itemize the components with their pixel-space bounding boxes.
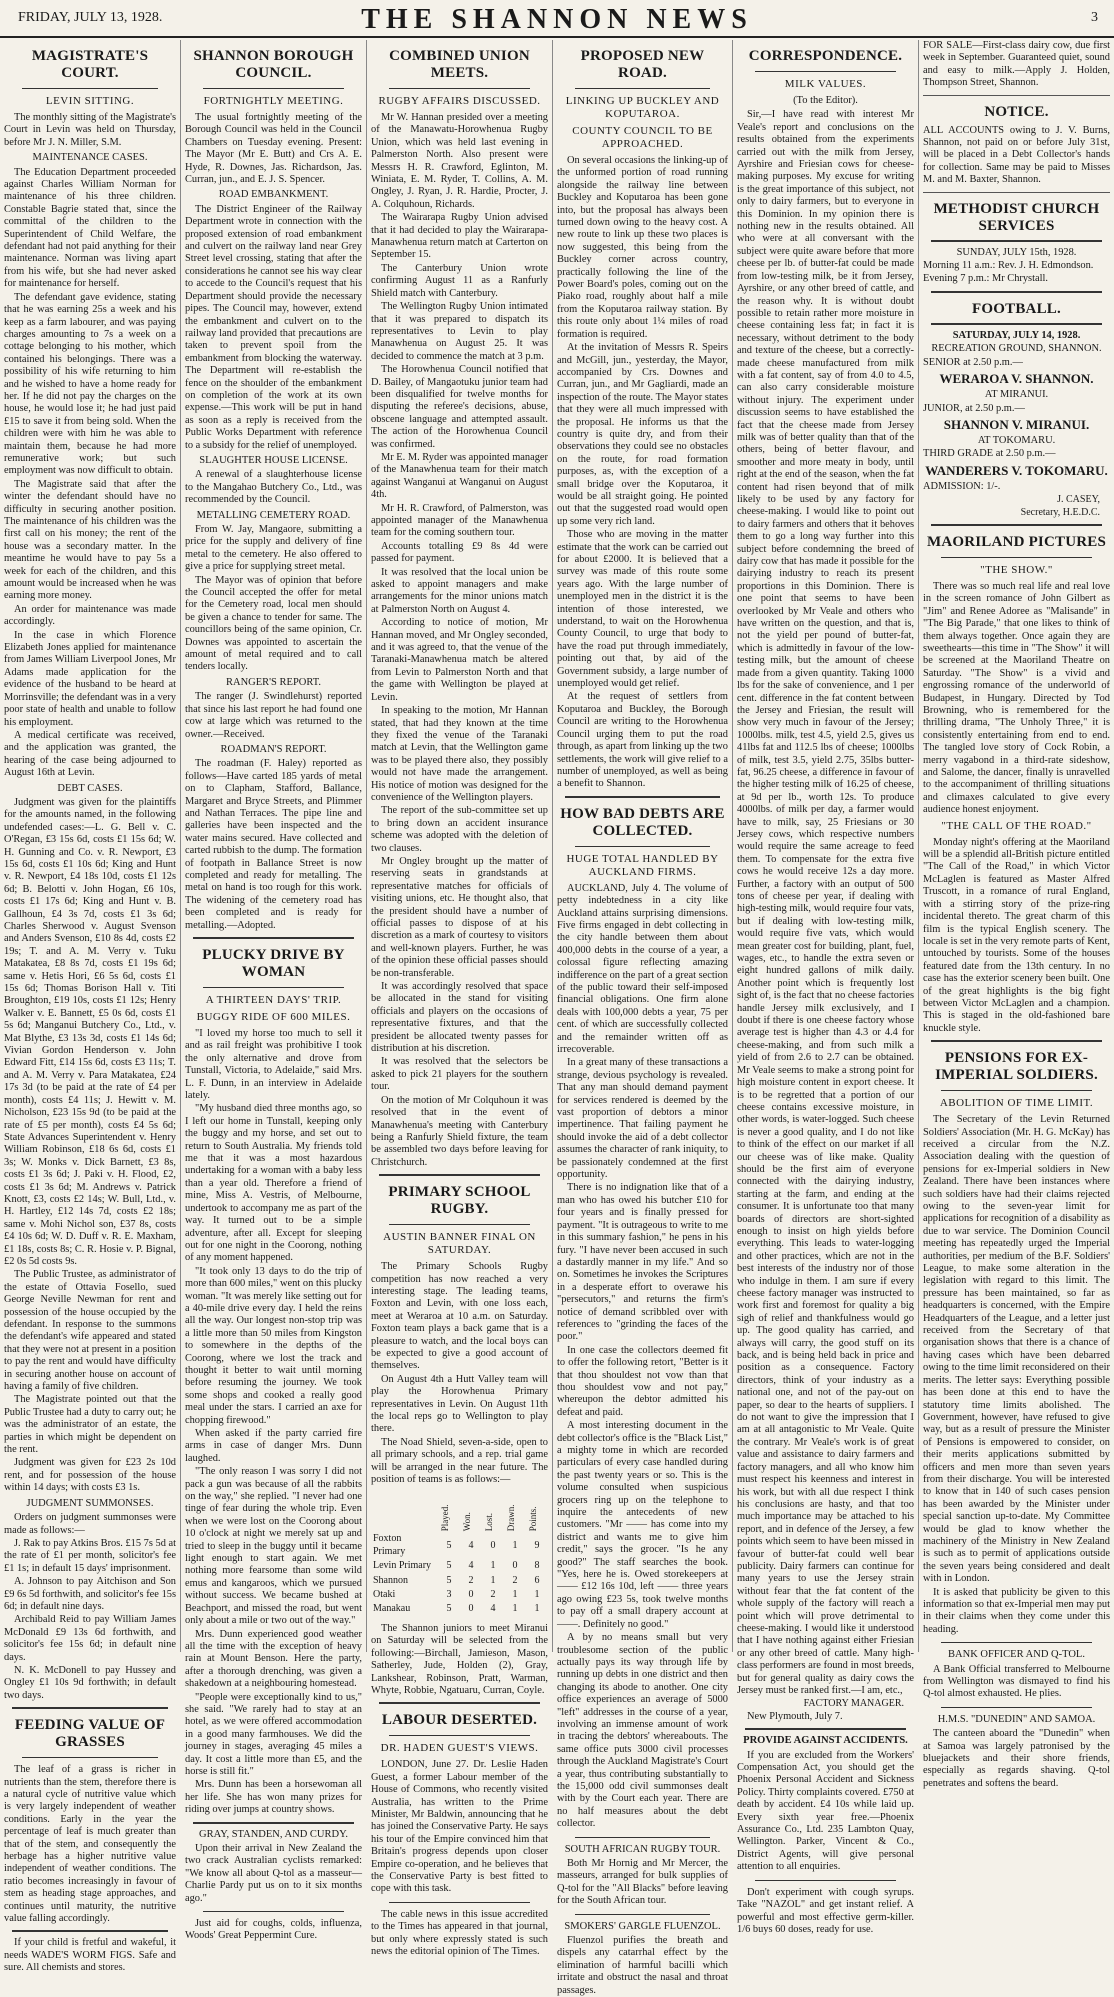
paragraph: In the case in which Florence Elizabeth Jones applied for maintenance from James William Liverpool Jones, Mr Adams made application for the evidence of the husband to be heard at Morrinsville; the defendant was in a very poor state of health and unable to follow his employment. bbox=[4, 629, 176, 728]
paragraph: The Shannon juniors to meet Miranui on Saturday will be selected from the following:—Birchall, Jamieson, Mason, Satherley, Jude, Holden (2), Gray, Lankshear, Robinson, Pratt, Warman, Whyte, Robbie, Ngatuaru, Curran, Coyle. bbox=[371, 1622, 548, 1696]
divider bbox=[389, 1902, 530, 1903]
article-heading: PROPOSED NEW ROAD. bbox=[580, 48, 705, 81]
fixture-ground: RECREATION GROUND, SHANNON. bbox=[931, 343, 1102, 355]
table-row bbox=[371, 1559, 548, 1573]
table-header: Won. bbox=[461, 1512, 472, 1532]
table-header: Played. bbox=[439, 1504, 450, 1532]
article-heading: HOW BAD DEBTS ARE COLLECTED. bbox=[560, 805, 725, 839]
column-6 bbox=[918, 40, 1114, 1789]
paragraph: It was accordingly resolved that space be allocated in the stand for visiting officials and players on the occasions of representative fixtures, and that the president be allocated twenty passes for distribution at his discretion. bbox=[371, 981, 548, 1055]
paragraph: "People were exceptionally kind to us," she said. "We rarely had to stay at an hotel, as we were offered accommodation in a good many farmhouses. We did the journey in stages, averaging 45 miles a day. It cost a little more than £5, and the horse is still fit." bbox=[185, 1691, 362, 1777]
divider bbox=[941, 1642, 1092, 1643]
table-cell: 2 bbox=[468, 1574, 474, 1586]
paragraph: At the invitation of Messrs R. Speirs and McGill, jun., yesterday, the Mayor, accompanied by Crs. Downes and Curran, jun., and Mr Gagliardi, made an inspection of the route. The Mayor states that they were all much impressed with the proposal. He informs us that the country is quite dry, and from their observations they could see no obstacles on the route, for road formation purposes, as, with the exception of a small bridge over the Koputaroa, it would be all straight going. He pointed out that the suggested road would open up some very rich land. bbox=[557, 342, 728, 527]
paragraph: The District Engineer of the Railway Department wrote in connection with the proposed extension of road embankment and culvert on the railway land near Grey Street level crossing, stating that after the considerations he cannot see his way clear to accede to the Council's request that his Department should provide the necessary pipes. The Council may, however, extend the embankment and culvert on to the railway land provided that precautions are taken to prevent spoil from the embankment from blocking the waterway. The Department will re-establish the fence on the shoulder of the embankment on completion of the work at its own expense.—This work will be put in hand as soon as a reply is received from the Public Works Department with reference to a subsidy for the relief of unemployed. bbox=[185, 203, 362, 451]
article-subheading: MILK VALUES. bbox=[784, 78, 867, 90]
column-2 bbox=[180, 40, 366, 1942]
table-cell: 1 bbox=[512, 1603, 518, 1615]
article-subheading: LINKING UP BUCKLEY AND KOPUTAROA. bbox=[565, 95, 720, 120]
paragraph: Monday night's offering at the Maoriland will be a splendid all-British picture entitled "The Call of the Road," in which Victor McLaglen is featured as Master Alfred Truscott, in a romance of rural England, with a stirring story of the prize-ring incidental thereto. The great charm of this film is the typical English scenery. The locale is set in the very remote parts of Kent, untouched by tourists. Some of the houses featured date from the 13th century. In no case has the exterior scenery been built. One of the great highlights is the big fight between Victor McLaglen and a champion. This is staged in the old-fashioned bare knuckle style. bbox=[923, 836, 1110, 1034]
paragraph: The canteen aboard the "Dunedin" when at Samoa was largely patronised by the bluejackets and their shore friends, especially as regards shaving. Q-tol penetrates and softens the beard. bbox=[923, 1728, 1110, 1789]
section-subhead: PROVIDE AGAINST ACCIDENTS. bbox=[743, 1735, 908, 1747]
divider bbox=[755, 71, 896, 72]
table-header: Drawn. bbox=[505, 1504, 516, 1532]
divider bbox=[203, 1911, 344, 1912]
table-row bbox=[371, 1588, 548, 1602]
article-heading: MAORILAND PICTURES bbox=[926, 533, 1107, 550]
section-subhead: RANGER'S REPORT. bbox=[226, 676, 321, 688]
article-heading: PRIMARY SCHOOL RUGBY. bbox=[388, 1184, 531, 1218]
paragraph: Judgment was given for £23 2s 10d rent, and for possession of the house within 14 days; with costs £3 1s. bbox=[4, 1457, 176, 1494]
paragraph: Judgment was given for the plaintiffs for the amounts named, in the following undefended cases:—L. G. Bell v. C. O'Regan, £3 15s 6d, costs £1 15s 6d; W. H. Gunning and Co. v. R. Newport, £3 15s 6d, costs £1 10s 6d; King and Hunt v. R. Newport, £4 18s 10d, costs £1 12s 6d; B. Belotti v. John Hogan, £6 10s, costs £1 17s 6d; King and Hunt v. B. Gallhoun, £4 3s 7d, costs £1 3s 6d; Charles Sherwood v. August Svenson and Anders Svenson, £10 8s 4d, costs £2 19s; T. and A. M. Verry v. Tuku Matakatea, £8 8s 7d, costs £1 19s 6d; same v. Hetis Hori, £6 5s 6d, costs £1 15s 6d; Thomas Borison Hall v. Titi Broughton, £19 10s, costs £1 12s; Henry Walker v. E. Bannett, £5 0s 6d, costs £1 5s 6d; Manganui Butchery Co., Ltd., v. Mat Blythe, £3 13s 3d, costs £1 14s 6d; Vivian Gordon Henderson v. John Edward Fitt, £14 15s 6d, costs £3 11s; T. and A. M. Verry v. Para Matakatea, £24 17s 3d (to be paid at the rate of £4 per month), costs £4 11s; J. Hewitt v. M. Nicholson, £23 15s 9d (to be paid at the rate of £5 per month), costs £4 5s 6d; State Advances Superintendent v. Henry William Robinson, £18 6s 6d, costs £1 3s; W. Monks v. Dick Barnett, £3 8s, costs £1 3s 6d; J. Paki v. H. Flood, £2, costs £1 3s 6d; M. Andrews v. Patrick Knott, £3, costs £2 14s; W. Bull, Ltd., v. H. Hartley, £12 14s 7d, costs £2 18s; same v. Mohi Nichol son, £37 8s, costs £4 10s 6d; W. D. Duff v. R. E. Maxham, £1 18s, costs 8s; C. R. Hosie v. P. Bignal, £2 0s 5d costs 9s. bbox=[4, 796, 176, 1267]
section-subhead: JUDGMENT SUMMONSES. bbox=[26, 1497, 154, 1509]
section-heading: METHODIST CHURCH SERVICES bbox=[933, 200, 1100, 234]
divider bbox=[931, 291, 1102, 293]
paragraph: The Secretary of the Levin Returned Soldiers' Association (Mr. H. G. McKay) has received a circular from the N.Z. Association dealing with the question of pensions for ex-Imperial soldiers in New Zealand. There have been instances where such soldiers have had their claims rejected owing to the seven-year limit for applications for recognition of a disability as due to war service. The Dominion Council meeting has repeatedly urged the Imperial authorities, per medium of the B.F. Soldiers' League, to make some alteration in the legislation with regard to this limit. The pressure has been maintained, so far as headquarters is concerned, with the Empire Headquarters of the League, and a letter just received from the Secretary of that organisation shows that there is a chance of having cases which have been debarred owing to the time limit reconsidered on their merits. The letter says: Everything possible has been done at this end to have the statutory time limits abolished. The Government, however, have refused to give way, but as a result of pressure the Minister of Pensions is empowered to consider, on their merits applications submitted by officers and men more than seven years from their discharge. You will be interested to know that in 140 of such cases pension has been awarded by the Minister under special sanction up-to-date. My Committee would be glad to know whether the machinery of the Ministry in New Zealand is such as to permit of applications outside the seven years being considered and dealt with in London. bbox=[923, 1114, 1110, 1585]
article-heading: PLUCKY DRIVE BY WOMAN bbox=[202, 947, 345, 980]
divider bbox=[203, 88, 344, 89]
paragraph: A most interesting document in the debt collector's office is the "Black List," a mighty tome in which are recorded particulars of every case handled during the past twenty years or so. This is the volume consulted when suspicious grocers ring up on the telephone to inquire the antecedents of new customers. "Mr —— has come into my district and wants me to give him credit," says the grocer. "Is he any good?" The staff searches the book. "Yes, here he is. Owed storekeepers at —— £12 16s 10d, left —— three years ago owing £23 5s, took twelve months to pay off a small drapery account at ——. Definitely no good." bbox=[557, 1420, 728, 1630]
ad-text: FOR SALE—First-class dairy cow, due first week in September. Guaranteed quiet, sound and easy to milk.—Apply J. Holden, Thompson Street, Shannon. bbox=[923, 40, 1110, 89]
paragraph: In one case the collectors deemed fit to offer the following retort, "Better is it that thou shouldest not vow than that thou shouldest vow and not pay," whereupon the debtor admitted his defeat and paid. bbox=[557, 1344, 728, 1418]
advertisement: If your child is fretful and wakeful, it needs WADE'S WORM FIGS. Safe and sure. All chemists and stores. bbox=[4, 1937, 176, 1974]
paragraph: On several occasions the linking-up of the unformed portion of road running alongside the railway line between Buckley and Koputaroa has been gone into, but the proposal has always been turned down owing to the heavy cost. A new route to link up these two places is now suggested, this being from the Buckley corner across country, practically following the line of the Power Board's poles, coming out on the Piako road, roughly about half a mile from the Koputaroa railway station. By this route only about 1¼ miles of road formation is required. bbox=[557, 155, 728, 340]
masthead bbox=[0, 0, 1114, 38]
notice-ad bbox=[923, 125, 1110, 193]
fixture-date: SATURDAY, JULY 14, 1928. bbox=[952, 329, 1081, 341]
section-subhead: H.M.S. "DUNEDIN" AND SAMOA. bbox=[937, 1713, 1096, 1725]
article-subheading: FORTNIGHTLY MEETING. bbox=[203, 95, 344, 107]
table-cell: 4 bbox=[468, 1560, 474, 1572]
paragraph: "The only reason I was sorry I did not pack a gun was because of all the rabbits on the way," she replied. "I never had one tinge of fear during the whole trip. Even when we were lost on the Coorong about 10 o'clock at night we merely sat up and tried to sleep in the buggy until it became light enough to start again. We met nothing more fearsome than some wild emus and kangaroos, which we pursued without success. We became bushed at Beachport, and missed the road, but went only about a mile or two out of the way." bbox=[185, 1466, 362, 1627]
page-number: 3 bbox=[1091, 10, 1098, 25]
section-subhead: SOUTH AFRICAN RUGBY TOUR. bbox=[564, 1843, 721, 1855]
divider bbox=[931, 1040, 1102, 1042]
fixture-match: WERAROA V. SHANNON. bbox=[939, 371, 1094, 387]
letter-dateline: New Plymouth, July 7. bbox=[747, 1710, 843, 1722]
paragraph: Upon their arrival in New Zealand the two crack Australian cyclists remarked: "We know all about Q-tol as a masseur—Charlie Pardy put us on to it six months ago." bbox=[185, 1843, 362, 1904]
letter-salutation-note: (To the Editor). bbox=[793, 95, 858, 106]
paragraph: Those who are moving in the matter estimate that the work can be carried out for about £2000. It is believed that a survey was made of this route some years ago. With the large number of unemployed men in the district it is the intention of those interested, we understand, to wait on the Horowhenua County Council, to urge that body to have the road put through immediately, pointing out that, by aid of the Government subsidy, a large number of unemployed would get relief. bbox=[557, 529, 728, 690]
paragraph: The Primary Schools Rugby competition has now reached a very interesting stage. The leading teams, Foxton and Levin, with one loss each, meet at Weraroa at 10 a.m. on Saturday. Foxton team plays a back game that is a pleasure to watch, and the local boys can be expected to give a good account of themselves. bbox=[371, 1261, 548, 1372]
paragraph: The cable news in this issue accredited to the Times has appeared in that journal, but only where expressly stated is such news the editorial opinion of The Times. bbox=[371, 1908, 548, 1957]
table-row bbox=[371, 1532, 548, 1559]
divider bbox=[931, 240, 1102, 242]
table-cell: 5 bbox=[446, 1574, 452, 1586]
table-cell: 5 bbox=[446, 1603, 452, 1615]
paragraph: Accounts totalling £9 8s 4d were passed for payment. bbox=[371, 540, 548, 565]
paragraph: The Canterbury Union wrote confirming August 11 as a Ranfurly Shield match with Canterbury. bbox=[371, 262, 548, 299]
divider bbox=[575, 88, 710, 89]
divider bbox=[379, 1702, 540, 1704]
paragraph: Mrs. Dunn has been a horsewoman all her life. She has won many prizes for riding over jumps at country shows. bbox=[185, 1779, 362, 1816]
paragraph: The leaf of a grass is richer in nutrients than the stem, therefore there is a natural cycle of nutritive value which is very largely independent of weather conditions. Early in the year the percentage of leaf is much greater than that of the stem, and consequently the herbage has a higher nutritive value independent of weather conditions. The ratio becomes increasingly in favour of stem as heading stage approaches, and continues until maturity, the nutritive value falling accordingly. bbox=[4, 1764, 176, 1925]
divider bbox=[193, 937, 354, 939]
article-subheading: "THE CALL OF THE ROAD." bbox=[941, 819, 1092, 832]
article-subheading: ABOLITION OF TIME LIMIT. bbox=[939, 1097, 1094, 1110]
divider bbox=[22, 1757, 158, 1758]
paragraph: In speaking to the motion, Mr Hannan stated, that had they known at the time they fixed the venue of the Taranaki match at Levin, that the Wellington game was to be played there also, they possibly would not have made the arrangement. His notice of motion was designed for the convenience of the Wellington players. bbox=[371, 705, 548, 803]
paragraph: A by no means small but very troublesome section of the public actually pays its way through life by running up debts in one district and then changing its abode to another. One city office experiences an average of 5000 "left" addresses in the course of a year, involving an immense amount of work in tracing the debtors' whereabouts. The same office puts 3000 civil processes through the Auckland Magistrate's Court a year, thus contributing substantially to the 15,000 odd civil summonses dealt with by the Court each year. There are no half measures about the debt collector. bbox=[557, 1632, 728, 1830]
paragraph: Both Mr Hornig and Mr Mercer, the masseurs, arranged for bulk supplies of Q-tol for the "All Blacks" before leaving for the South African tour. bbox=[557, 1858, 728, 1907]
issue-date: FRIDAY, JULY 13, 1928. bbox=[18, 10, 163, 25]
paragraph: It is asked that publicity be given to this information so that ex-Imperial men may put in their claims when they come under this heading. bbox=[923, 1586, 1110, 1635]
paragraph: A. Johnson to pay Aitchison and Son £9 6s 5d forthwith, and solicitor's fee 15s 6d; in default nine days. bbox=[4, 1576, 176, 1612]
table-cell: 0 bbox=[512, 1560, 518, 1572]
table-cell: 1 bbox=[534, 1589, 540, 1601]
article-subheading: AUSTIN BANNER FINAL ON SATURDAY. bbox=[383, 1231, 536, 1257]
table-cell: 5 bbox=[446, 1539, 452, 1551]
fixture-match: SHANNON V. MIRANUI. bbox=[943, 416, 1090, 432]
paragraph: There was so much real life and real love in the screen romance of John Gilbert as "Jim" and Renee Adoree as "Malisande" in "The Big Parade," that one likes to think of them always together. Once again they are sweethearts—this time in "The Show" it will be screened at the Maoriland Theatre on Saturday. "The Show" is a vivid and engrossing romance of the underworld of Budapest, in Hungary. Directed by Tod Browning, who is remembered for the thrilling drama, "The Unholy Three," it is consistently entertaining from end to end. The tangled love story of Cock Robin, a merry vagabond in a third-rate sideshow, and Salome, the dancer, finally is unravelled to the accompaniment of thrilling situations and climaxes calculated to give every audience honest enjoyment. bbox=[923, 580, 1110, 816]
divider bbox=[941, 1090, 1092, 1091]
paragraph: Mr H. R. Crawford, of Palmerston, was appointed manager of the Manawhenua team for the coming southern tour. bbox=[371, 502, 548, 539]
paragraph: "My husband died three months ago, so I left our home in Tunstall, keeping only the buggy and my horse, and set out to return to South Australia. My friends told me that it was a most hazardous undertaking for a woman with a baby less than a year old. Therefore a friend of mine, Miss A. Vestris, of Melbourne, undertook to accompany me as part of the way. It turned out to be a simple adventure, after all. Except for sleeping out for one night in the Coorong, nothing of any moment happened. bbox=[185, 1103, 362, 1264]
paragraph: The Horowhenua Council notified that D. Bailey, of Mangaotuku junior team had been disqualified for twelve months for disputing the referee's decisions, abuse, obscene language and attempted assault. The action of the Horowhenua Council was confirmed. bbox=[371, 364, 548, 450]
paragraph: The Mayor was of opinion that before the Council accepted the offer for metal for the Cemetery road, local men should be given a chance to tender for same. The councillors being of the same opinion, Cr. Downes was appointed to ascertain the amount of metal required and to call tenders locally. bbox=[185, 574, 362, 673]
fixture-admission: ADMISSION: 1/-. bbox=[923, 480, 1001, 492]
paragraph: A medical certificate was received, and the application was granted, the hearing of the case being adjourned to August 16th at Levin. bbox=[4, 729, 176, 779]
divider bbox=[931, 323, 1102, 325]
team-name: Shannon bbox=[373, 1574, 408, 1586]
table-cell: 2 bbox=[490, 1589, 496, 1601]
paragraph: It was resolved that the local union be asked to appoint managers and make arrangements for the minor unions match at Palmerston North on August 4. bbox=[371, 566, 548, 615]
fixture-signature: J. CASEY, bbox=[1057, 494, 1100, 506]
paragraph: The Noad Shield, seven-a-side, open to all primary schools, and a rep. trial game will be arranged in the near future. The position of teams is as follows:— bbox=[371, 1436, 548, 1486]
table-cell: 0 bbox=[490, 1539, 496, 1551]
newspaper-title: THE SHANNON NEWS bbox=[361, 4, 753, 35]
section-subhead: MAINTENANCE CASES. bbox=[32, 152, 148, 164]
article-subheading: RUGBY AFFAIRS DISCUSSED. bbox=[378, 95, 541, 107]
divider bbox=[379, 1174, 540, 1176]
table-cell: 5 bbox=[446, 1560, 452, 1572]
paragraph: The Magistrate pointed out that the Public Trustee had a duty to carry out; he was the administrator of an estate, the parties in which might be dependent on the rent. bbox=[4, 1394, 176, 1456]
paragraph: AUCKLAND, July 4. The volume of petty indebtedness in a city like Auckland attains surprising dimensions. Five firms engaged in debt collecting in the city handle between them about 400,000 debts in the course of a year, a colossal figure reflecting amazing indifference on the part of a great section of the public toward their self-imposed financial obligations. One firm alone deals with 100,000 debts a year, 75 per cent. of which are successfully collected and the remainder written off as irrecoverable. bbox=[557, 882, 728, 1055]
section-subhead: GRAY, STANDEN, AND CURDY. bbox=[199, 1828, 348, 1840]
divider bbox=[389, 1224, 530, 1225]
column-5 bbox=[732, 40, 918, 1935]
fixture-match: WANDERERS V. TOKOMARU. bbox=[925, 462, 1108, 478]
ad-text: ALL ACCOUNTS owing to J. V. Burns, Shannon, not paid on or before July 31st, will be placed in a Debt Collector's hands for collection. Same may be paid to Misses M. and M. Baxter, Shannon. bbox=[923, 124, 1110, 186]
article-subheading: LEVIN SITTING. bbox=[45, 95, 135, 107]
table-cell: 1 bbox=[490, 1560, 496, 1572]
table-row bbox=[371, 1574, 548, 1588]
advertisement: If you are excluded from the Workers' Compensation Act, you should get the Phoenix Personal Accident and Sickness Policy. Thirty complaints covered. £750 at death by accident. £4 10s while laid up. Every sixth year free.—Phoenix Assurance Co., Ltd. 235 Lambton Quay, Wellington. Parker, Vincent & Co., District Agents, will give personal attention to all enquiries. bbox=[737, 1749, 914, 1873]
team-name: Otaki bbox=[373, 1589, 396, 1601]
paragraph: "It took only 13 days to do the trip of more than 600 miles," went on this plucky woman. "It was merely like setting out for a 40-mile drive every day. I held the reins all the way. Our longest non-stop trip was a little more than 50 miles from Kingston to somewhere in the depths of the Coorong, where we lost the track and thought it better to wait until morning before resuming the journey. We took some shops and cooked a really good meal under the stars. I carried an axe for chopping firewood." bbox=[185, 1265, 362, 1426]
article-heading: FEEDING VALUE OF GRASSES bbox=[14, 1717, 166, 1751]
paragraph: An order for maintenance was made accordingly. bbox=[4, 603, 176, 628]
paragraph: The Education Department proceeded against Charles William Norman for maintenance of his three children. Constable Bagrie stated that, since the committal of the children to the Superintendent of Child Welfare, the defendant had not paid anything for their maintenance. Norman was living apart from his wife, but she had never asked for maintenance for herself. bbox=[4, 166, 176, 290]
table-header bbox=[371, 1490, 438, 1532]
section-subhead: METALLING CEMETERY ROAD. bbox=[196, 509, 351, 521]
paragraph: The roadman (F. Haley) reported as follows—Have carted 185 yards of metal on to Clapham, Stafford, Ballance, Margaret and Bryce Streets, and Plimmer and Nathan Terraces. The pipe line and galleries have been inspected and the water mains secured. Have collected and carted rubbish to the dump. The formation of footpath in Ballance Street is now completed and ready for metalling. The metal on hand is too rough for this work. The widening of the cemetery road has been completed and is ready for metalling.—Adopted. bbox=[185, 758, 362, 931]
fixture-grade: SENIOR at 2.50 p.m.— bbox=[923, 356, 1023, 368]
divider bbox=[193, 1822, 354, 1824]
paragraph: On August 4th a Hutt Valley team will play the Horowhenua Primary representatives in Levin. On August 11th the local reps go to Wellington to play there. bbox=[371, 1373, 548, 1435]
section-subhead: ROAD EMBANKMENT. bbox=[218, 189, 329, 201]
table-cell: 8 bbox=[534, 1560, 540, 1572]
divider bbox=[389, 88, 530, 89]
service-date: SUNDAY, JULY 15th, 1928. bbox=[956, 246, 1077, 258]
paragraph: When asked if the party carried fire arms in case of danger Mrs. Dunn laughed. bbox=[185, 1428, 362, 1464]
table-cell: 4 bbox=[490, 1603, 496, 1615]
table-cell: 3 bbox=[446, 1589, 452, 1601]
divider bbox=[575, 846, 710, 847]
divider bbox=[575, 1914, 710, 1915]
advertisement: Don't experiment with cough syrups. Take "NAZOL" and get instant relief. A powerful and most effective germ-killer. 1/6 buys 60 doses, ready for use. bbox=[737, 1886, 914, 1935]
paragraph: A Bank Official transferred to Melbourne from Wellington was dismayed to find his Q-tol almost exhausted. He plies. bbox=[923, 1663, 1110, 1700]
article-heading: SHANNON BOROUGH COUNCIL. bbox=[193, 48, 354, 81]
section-subhead: SLAUGHTER HOUSE LICENSE. bbox=[199, 454, 348, 466]
team-name: Manakau bbox=[373, 1603, 411, 1615]
paragraph: Mr W. Hannan presided over a meeting of the Manawatu-Horowhenua Rugby Union, which was held last evening in Palmerston North. Also present were Messrs H. R. Crawford, Eglinton, M. Winiata, E. M. Ryder, T. Collins, A. M. Ongley, J. Ryan, J. R. Hardie, Procter, J. A. Colquhoun, Richards. bbox=[371, 112, 548, 210]
fixture-venue: AT MIRANUI. bbox=[984, 389, 1049, 401]
table-cell: 2 bbox=[512, 1574, 518, 1586]
divider bbox=[755, 1880, 896, 1881]
paragraph: The report of the sub-committee set up to bring down an accident insurance scheme was adopted with the deletion of two clauses. bbox=[371, 805, 548, 854]
paragraph: The defendant gave evidence, stating that he was earning 25s a week and his keep as a farm labourer, and was paying charges amounting to 7s a week on a cottage belonging to his mother, which contained his belongings. There was a possibility of his wife returning to him and he wished to have a home ready for her. If he did not pay the charges on the house, he would lose it; he had just paid £15 to save it from being sold. When the children were with him he was able to maintain them, because he had more remunerative work; but such employment was now difficult to obtain. bbox=[4, 291, 176, 477]
fixture-grade: JUNIOR, at 2.50 p.m.— bbox=[923, 402, 1025, 414]
fixture-signature-title: Secretary, H.E.D.C. bbox=[1020, 506, 1100, 518]
paragraph: J. Rak to pay Atkins Bros. £15 7s 5d at the rate of £1 per month, solicitor's fee £1 1s; in default 15 days' imprisonment. bbox=[4, 1537, 176, 1574]
paragraph: Mr Ongley brought up the matter of reserving seats in grandstands at representative matches for officials of visiting unions, etc. He thought also, that the president should have a number of official passes to dispose of at his discretion as a mark of courtesy to visitors and well-known players. Further, he was of the opinion these official passes should be non-transferable. bbox=[371, 855, 548, 979]
divider bbox=[22, 88, 158, 89]
table-cell: 0 bbox=[468, 1589, 474, 1601]
advertisement: Just aid for coughs, colds, influenza, Woods' Great Peppermint Cure. bbox=[185, 1918, 362, 1942]
article-subheading: A THIRTEEN DAYS' TRIP. bbox=[205, 994, 342, 1006]
section-heading: FOOTBALL. bbox=[972, 300, 1061, 317]
team-name: Levin Primary bbox=[373, 1560, 432, 1572]
table-cell: 6 bbox=[534, 1574, 540, 1586]
paragraph: Archibald Reid to pay William James McDonald £9 13s 6d forthwith, and solicitor's fee 15s 6d; in default nine days. bbox=[4, 1614, 176, 1663]
table-header-row bbox=[371, 1490, 548, 1532]
column-4 bbox=[552, 40, 732, 1996]
divider bbox=[931, 524, 1102, 526]
article-subheading: HUGE TOTAL HANDLED BY AUCKLAND FIRMS. bbox=[566, 852, 719, 878]
article-heading: MAGISTRATE'S COURT. bbox=[31, 48, 149, 81]
paragraph: LONDON, June 27. Dr. Leslie Haden Guest, a former Labour member of the House of Commons, who recently visited Australia, has written to the Prime Minister, Mr Baldwin, announcing that he has joined the Conservative Party. He says his tour of the Empire convinced him that Britain's progress depends upon closer Empire co-operation, and he believes that the Conservative Party is best fitted to cope with this task. bbox=[371, 1759, 548, 1895]
table-cell: 0 bbox=[468, 1603, 474, 1615]
paragraph: Fluenzol purifies the breath and dispels any catarrhal effect by the elimination of harmful bacilli which irritate and obstruct the nasal and throat passages. bbox=[557, 1935, 728, 1996]
table-cell: 1 bbox=[512, 1589, 518, 1601]
paragraph: The usual fortnightly meeting of the Borough Council was held in the Council Chambers on Tuesday evening. Present: The Mayor (Mr E. Butt) and Crs A. E. Hyde, R. Downes, Jas. Richardson, Jas. Curran, jun., and E. J. S. Spencer. bbox=[185, 112, 362, 186]
divider bbox=[941, 1707, 1092, 1708]
divider bbox=[565, 796, 720, 798]
paragraph: The monthly sitting of the Magistrate's Court in Levin was held on Thursday, before Mr J. N. Miller, S.M. bbox=[4, 112, 176, 148]
divider bbox=[12, 1707, 168, 1709]
table-cell: 1 bbox=[512, 1539, 518, 1551]
competition-table bbox=[371, 1490, 548, 1616]
article-subheading: COUNTY COUNCIL TO BE APPROACHED. bbox=[572, 125, 713, 150]
paragraph: In a great many of these transactions a strange, devious psychology is revealed. That any man should demand payment for services rendered is deemed by the vast proportion of debtors a minor impertinence. That failing payment he should invoke the aid of a debt collector assumes the character of rank iniquity, to be passionately condemned at the first opportunity. bbox=[557, 1057, 728, 1181]
paragraph: From W. Jay, Mangaore, submitting a price for the supply and delivery of fine metal to the cemetery. He also offered to give a price for supplying street metal. bbox=[185, 524, 362, 573]
column-1 bbox=[0, 40, 180, 1974]
team-name: Foxton Primary bbox=[373, 1533, 406, 1557]
divider bbox=[203, 987, 344, 988]
article-subheading: "THE SHOW." bbox=[980, 563, 1053, 576]
article-heading: CORRESPONDENCE. bbox=[748, 48, 903, 64]
article-heading: LABOUR DESERTED. bbox=[381, 1712, 538, 1729]
table-header: Points. bbox=[527, 1506, 538, 1532]
paragraph: "I loved my horse too much to sell it and as rail freight was prohibitive I took the only alternative and drove from Tunstall, Victoria, to Adelaide," said Mrs. L. F. Dunn, in an interview in Adelaide lately. bbox=[185, 1028, 362, 1102]
paragraph: The Public Trustee, as administrator of the estate of Ottavia Fosello, sued George Neville Newman for rent and possession of the house occupied by the defendant. In response to the summons the defendant's wife appeared and stated that they were not at present in a position to pay the rent and would have difficulty in securing another house on account of having a family of five children. bbox=[4, 1269, 176, 1393]
table-cell: 4 bbox=[468, 1539, 474, 1551]
paragraph: Mrs. Dunn experienced good weather all the time with the exception of heavy rain at Mount Benson. Here the party, after a thorough drenching, was given a shakedown at a neighbouring homestead. bbox=[185, 1628, 362, 1690]
fixture-venue: AT TOKOMARU. bbox=[977, 434, 1056, 446]
section-subhead: BANK OFFICER AND Q-TOL. bbox=[948, 1649, 1085, 1661]
divider bbox=[745, 1728, 906, 1730]
paragraph: The ranger (J. Swindlehurst) reported that since his last report he had found one cow at large which was returned to the owner.—Received. bbox=[185, 691, 362, 740]
paragraph: Mr E. M. Ryder was appointed manager of the Manawhenua team for their match against Wanganui at Wanganui on August 4th. bbox=[371, 451, 548, 501]
paragraph: On the motion of Mr Colquhoun it was resolved that in the event of Manawhenua's meeting with Canterbury being a Ranfurly Shield fixture, the team be assembled two days before leaving for Christchurch. bbox=[371, 1094, 548, 1168]
table-cell: 1 bbox=[490, 1574, 496, 1586]
service-morning: Morning 11 a.m.: Rev. J. H. Edmondson. bbox=[923, 260, 1094, 272]
paragraph: Orders on judgment summonses were made as follows:— bbox=[4, 1512, 176, 1536]
paragraph: N. K. McDonell to pay Hussey and Ongley £1 10s 9d forthwith; in default two days. bbox=[4, 1664, 176, 1701]
section-subhead: ROADMAN'S REPORT. bbox=[220, 743, 327, 755]
paragraph: A renewal of a slaughterhouse license to the Mangahao Butchery Co., Ltd., was recommended by the Council. bbox=[185, 469, 362, 506]
section-subhead: SMOKERS' GARGLE FLUENZOL. bbox=[564, 1920, 721, 1932]
article-heading: PENSIONS FOR EX-IMPERIAL SOLDIERS. bbox=[935, 1050, 1098, 1084]
divider bbox=[941, 557, 1092, 558]
article-subheading: BUGGY RIDE OF 600 MILES. bbox=[196, 1011, 351, 1023]
service-evening: Evening 7 p.m.: Mr Chrystall. bbox=[923, 273, 1048, 285]
article-subheading: DR. HADEN GUEST'S VIEWS. bbox=[380, 1742, 539, 1755]
paragraph: There is no indignation like that of a man who has owed his butcher £10 for four years and is finally pressed for payment. "It is outrageous to write to me in this summary fashion," he pens in his fury. "I have never been accused in such a dastardly manner in my life." And so on. Sometimes he invokes the Scriptures in a desperate effort to overawe his "persecutors," and returns the firm's notice of demand scribbled over with references to "grinding the faces of the poor." bbox=[557, 1182, 728, 1343]
fixture-grade: THIRD GRADE at 2.50 p.m.— bbox=[923, 448, 1056, 460]
paragraph: The Wairarapa Rugby Union advised that it had decided to play the Wairarapa-Manawhenua return match at Carterton on September 15. bbox=[371, 212, 548, 261]
classified-ad bbox=[923, 40, 1110, 96]
divider bbox=[575, 1837, 710, 1838]
table-cell: 1 bbox=[534, 1603, 540, 1615]
column-3 bbox=[366, 40, 552, 1957]
paragraph: According to notice of motion, Mr Hannan moved, and Mr Ongley seconded, and it was agreed to, that the venue of the Taranaki-Manawhenua match be altered from Levin to Palmerston North and that the game with Wellington be played at Levin. bbox=[371, 617, 548, 703]
section-heading: NOTICE. bbox=[984, 103, 1049, 120]
paragraph: Sir,—I have read with interest Mr Veale's report and conclusions on the results obtained from the experiments carried out with the milk from Jersey, Ayrshire and Friesian cows for cheese-making purposes. My excuse for writing is the great importance of this subject, not only to dairy farmers, but to everyone in this Dominion. In my opinion there is nothing new in the results obtained. All who were at all conversant with the subject were quite aware before that more cheese per lb. of butter-fat could be made from low-testing milk, be it from Jersey, Ayrshire, or any other breed of cattle, and the reason why. It is without doubt possible to retain rather more moisture in cheese containing less fat; in fact it is necessary, without detriment to the body and texture of the cheese, but a correctly-made cheese manufactured from milk with a fat content, say of from 4.0 to 4.5, can also carry considerable moisture without injury. The experiment under discussion seems to have established the fact that the cheese made from Jersey milk was of better quality than that of the others, being of better flavour, and smoother and more meaty in body, until right at the end of the season, when the fat content had risen beyond that of milk likely to be used by any factory for cheese-making. I would like to point out to dairy farmers and others that it behoves them to go a long way further into this subject before condemning the breed of dairy cow that has made it possible for the dairying industry to reach its present proportions in this Dominion. There is one point that seems to have been overlooked by Mr Veale and others who have written on the question, and that is, not the yield per pound of butter-fat, which is admittedly in favour of the low-testing milk, but the amount of cheese made from a given quantity. Taking 1000 lbs for the sake of convenience, and 1 per cent. difference in the fat content between the Jersey and Friesian, the result will show very much in favour of the Jersey; 1000lbs. milk, test 4.5, yield 2.5, gives us 41lbs fat and 112.5 lbs of cheese; 1000lbs of milk, test 3.5, yield 2.75, 35lbs butter-fat, 96.25 cheese, a difference in favour of the higher testing milk of 16.25 of cheese, at 9d per lb., worth 12s. To produce 4000lbs. of milk per day, a farmer would have to milk, say, 25 Friesians or 30 Jersey cows, which respective numbers would require the same acreage to feed them. To compensate for the extra five cows he would receive 12s a day more. Further, a factory with an output of 500 tons of cheese per year, if dealing with high-testing milk, would require four vats, but if dealing with low-testing milk, would require five vats, which would mean greater cost for building, plant, fuel, wages, etc., to handle the extra seven or eight hundred gallons of milk daily. Another point which is frequently lost sight of, is the fact that no cheese factories handle Jersey milk exclusively, and I doubt if there is one cheese factory whose average test is higher than 4.3 or 4.4 for cheese-making, and from such milk a yield of from 2.6 to 2.7 can be obtained. Mr Veale seems to make a strong point for high moisture content in export cheese. It is to be regretted that a portion of our cheese contains excessive moisture, in other words, is water-logged. Such cheese is never a good quality, and I do not like to think of the effect on our market if all our cheese was of like make. Quality should be the first aim of everyone connected with the dairying industry, starting at the farm, and ending at the consumer. It is unfortunate too that many boards of directors are short-sighted enough to insist on high yields before everything. This leads to water-logging and other practices, which are not in the best interests of the industry nor of those who indulge in them. I am sure if every cheese factory manager was instructed to work first and foremost for quality a big sigh of relief and thankfulness would go up. The good quality has carried, and always will carry, the good stuff on its back, and is being held back in price and position as a consequence. Factory directors, think of your industry as a national one, and not of the pay-out on paper, so dear to the hearts of suppliers. I do not want to give the impression that I am at all antagonistic to Mr Veale. Quite the contrary. Mr Veale's work is of great value and assistance to dairy farmers and factory managers, and all who know him must respect his keenness and interest in his work, but with all due respect I think his conclusions are hasty, and that too much importance may be attached to his report, and in defence of the Jersey, a few points which seem to have been missed in favour of butter-fat could well bear publicity. Dairy farmers can continue for many years to use the Jersey strain without fear that the fat content of the whole supply of the factory will reach a point which will prove detrimental to cheese-making. I would like it understood that I have nothing against either Friesian or any other breed of cattle. Many high-class performers are found in most breeds, but for general quality as dairy cows the Jersey must be ranked first.—I am, etc., bbox=[737, 109, 914, 1696]
table-row bbox=[371, 1602, 548, 1616]
paragraph: The Magistrate said that after the winter the defendant should have no difficulty in securing another position. The maintenance of his children was the first call on his money; the rent of the house was a secondary matter. In the meantime he would have to pay 5s a week for each of the children, and this amount would be increased when he was earning more money. bbox=[4, 478, 176, 602]
table-header: Lost. bbox=[483, 1512, 494, 1532]
paragraph: At the request of settlers from Koputaroa and Buckley, the Borough Council are writing to the Horowhenua Council urging them to put the road through, as apart from linking up the two settlements, the work will give relief to a number of unemployed, as well as being a benefit to Shannon. bbox=[557, 691, 728, 790]
article-heading: COMBINED UNION MEETS. bbox=[389, 48, 530, 81]
letter-signature: FACTORY MANAGER. bbox=[803, 1698, 904, 1710]
divider bbox=[389, 1735, 530, 1736]
paragraph: The Wellington Rugby Union intimated that it was prepared to dispatch its representatives to Levin to play Manawhenua on August 25. It was decided to commence the match at 3 p.m. bbox=[371, 301, 548, 362]
section-subhead: DEBT CASES. bbox=[57, 782, 123, 794]
divider bbox=[12, 1930, 168, 1932]
paragraph: It was resolved that the selectors be asked to pick 21 players for the southern tour. bbox=[371, 1056, 548, 1093]
table-cell: 9 bbox=[534, 1539, 540, 1551]
